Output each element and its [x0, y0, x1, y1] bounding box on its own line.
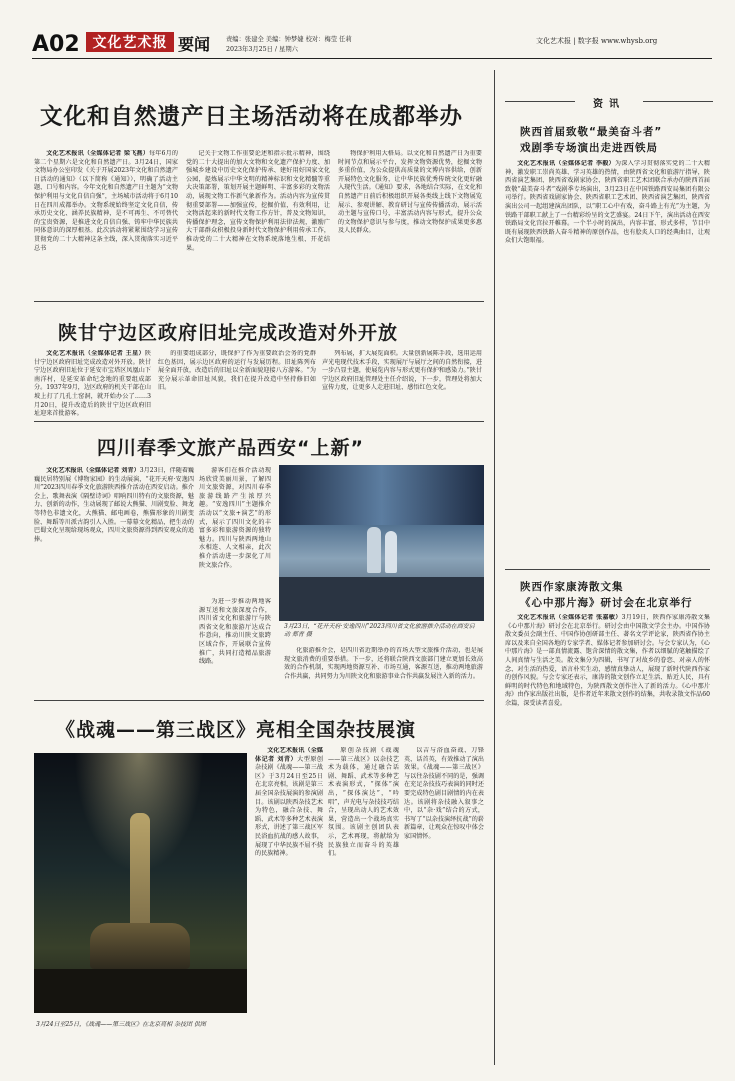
article-title-sichuan-tourism: 四川春季文旅产品西安“上新”	[97, 437, 364, 459]
label-rule-left	[505, 101, 575, 102]
article-title-heritage-day: 文化和自然遗产日主场活动将在成都举办	[40, 104, 464, 130]
header-rule	[32, 58, 712, 59]
sichuan-col3-text: 为进一步推动两地客源互送和文旅深度合作，四川省文化和旅游厅与陕西省文化和旅游厅达成合作意向，推动川陕文旅跨区域合作，开展联合宣传推广，共同打造精品旅游线路。	[199, 598, 271, 666]
article-title-border-region: 陕甘宁边区政府旧址完成改造对外开放	[58, 322, 399, 344]
acrobatics-col3-text: 以吉与浴血奋战、刀锋英、话首英，有效推动了演出效果。《战魂——第三战区》与以往杂技剧不同的是，强调在充足杂技技巧表演的同时还要完成特色剧目剧情的内在表达。该剧将杂技融入叙事之中，以“杂·戏”结合的方式，书写了“以杂技演绎抗战”的崭新篇章，让观众在惊叹中体会家国情怀。	[404, 747, 484, 840]
divider-2	[34, 421, 484, 422]
news2-body	[505, 614, 710, 1063]
sidebar-divider	[505, 569, 710, 570]
heritage-col1-text: 每年6月的第二个星期六是文化和自然遗产日。3月24日，国家文物局办公室印发《关于开展2023年文化和自然遗产日活动的通知》（以下简称《通知》），明确了活动主题、口号和内容。今年文化和自然遗产日主题为“文物保护利用与文化自信自强”，主场城市活动将于6月10日在四川成都举办。文物系统始终坚定文化自信，传承历史文化、涵养民族精神，是不可再生、不可替代的宝贵资源，是推进文化自信自强、铸牢中华民族共同体意识的深厚根基。此次活动将紧紧围绕学习宣传贯彻党的二十大精神这条主线，深入贯彻落实习近平总书	[34, 150, 178, 252]
news1-body	[505, 160, 710, 564]
page-header	[24, 20, 714, 60]
byline-acrobatics: 文化艺术报讯（全媒体记者 刘青）	[255, 747, 323, 763]
stage-floor	[279, 577, 484, 621]
stage-performer	[385, 531, 397, 573]
news2-text: 3月19日，陕西作家康涛散文集《心中那片海》研讨会在北京举行。研讨会由中国散文学会主办。中国作协散文委员会副主任、中国作协创研部主任、著名文学评论家，陕西省作协主席以及来自全国各地的专家学者、媒体记者参加研讨会。与会专家认为，《心中那片海》是一部真情流露、饱含深情的散文集，作者以细腻的笔触描绘了人间真情与生活之美。散文集分为四辑，书写了对故乡的眷恋、对亲人的怀念、对生活的热爱，语言朴实生动，感情真挚动人，展现了新时代陕西作家的创作风貌。与会专家还表示，康涛的散文创作立足生活、贴近人民，具有鲜明的时代特色和地域特色，为陕西散文创作注入了新的活力。《心中那片海》由作家出版社出版，是作者近年来散文创作的结集，共收录散文作品60余篇，深受读者喜爱。	[505, 614, 710, 707]
editors-line: 责编：张建全 美编：钟梦婕 校对：梅莹 任莉	[226, 36, 352, 43]
divider-3	[34, 700, 484, 701]
acrobatics-col2-text: 原创杂技剧《战魂——第三战区》以杂技艺术为载体，通过融合话剧、舞蹈、武术等多种艺术表演形式，“探体”演出，“探体演达”，“吟唱”，声光电与杂技技巧结合，呈现出动人的艺术效果，营造出一个战场真实氛围。该剧主创团队表示，艺术再现，将献给为民族独立而奋斗的英雄们。	[328, 747, 399, 858]
column-rule	[494, 70, 495, 1065]
news2-byline: 文化艺术报讯（全媒体记者 张嘉敏）	[517, 614, 622, 621]
heritage-col3-text: 物保护利用大格局。以文化和自然遗产日为重要时间节点和展示平台，发挥文物资源优势，挖掘文物多重价值，为公众提供高质量的文博内容供给，创新开展特色文化服务，让中华民族优秀传统文化更好融入现代生活。《通知》要求，各地结合实际，在文化和自然遗产日前后积极组织开展各类线上线下文物展览展示、参观讲解、教育研讨与宣传传播活动，展示活动主题与宣传口号，丰富活动内容与形式，提升公众的文物保护意识与参与度，推动文物保护成果更多惠及人民群众。	[338, 150, 482, 235]
article-body-sichuan-col1	[34, 467, 194, 699]
news1-title-line2: 戏剧季专场演出走进西铁局	[520, 142, 658, 154]
section-name: 要闻	[178, 35, 211, 54]
brand-name: 文化艺术报	[92, 35, 168, 51]
photo-acrobatics-stage	[34, 753, 247, 1013]
issue-date: 2023年3月25日 / 星期六	[226, 46, 298, 53]
stage-floor	[34, 969, 247, 1013]
news-section-label	[505, 96, 713, 108]
sichuan-col4-text: 化旅游推介会，是四川省近期举办的首场大型文旅推介活动，也是展现文旅消费的重要举措。下一步，还将联合陕西文旅部门建立更加长效高效的合作机制，实现两地资源互补、市场互通，客源互送，推动两地旅游合作共赢，共同努力为川陕文化和旅游事业合作共赢发展注入新的活力。	[284, 647, 483, 680]
divider-1	[34, 301, 484, 302]
article-body-border-col1	[34, 350, 151, 428]
border-col2-text: 的重要组成部分，既保护了作为重要政治会务的党群红色基因，展示边区政府的运行与发展历程。旧址陈列布展全面开放，改造后的旧址以全新面貌迎接八方游客。“为充分展示革命旧址风貌，我们在提升改造中坚持修旧如旧。	[158, 350, 316, 392]
article-body-sichuan-col2	[199, 467, 271, 595]
byline-sichuan: 文化艺术报讯（全媒体记者 刘青）	[46, 467, 140, 474]
news2-title-line2: 《心中那片海》研讨会在北京举行	[520, 597, 693, 609]
border-col3-text: 列布展，扩大展览面积。大量创新展陈手段，选用运用声光电现代技术手段，实现展厅与展厅之间的自然衔接，进一步凸显主题，使展览内容与形式更有保护和感染力。”陕甘宁边区政府旧址管理处主任介绍说，下一步，管理处将加大宣传力度，让更多人走进旧址、感悟红色文化。	[322, 350, 482, 392]
stage-backdrop	[279, 465, 484, 525]
article-body-sichuan-col3	[199, 598, 271, 710]
border-col1-text: 陕甘宁边区政府旧址完成改造对外开放。陕甘宁边区政府旧址位于延安市宝塔区凤凰山下南洋村，是延安革命纪念地的重要组成部分。1937年9月，边区政府的机关干部在山坡上打了几孔土窑洞，就开始办公了……3月20日，提升改造后的陕甘宁边区政府旧址迎来首批游客。	[34, 350, 151, 418]
news-label-text: 资讯	[593, 99, 625, 110]
sichuan-col1-text: 3月23日，伴随着巍巍民居特别展《博物家园》的生动展演，“花开天府·安逸四川”2023四川春季文化旅游陕西推介活动在西安启动。推介会上，歌舞表演《隔壁诗词》唱响四川特有的文旅资源，魅力、创新的动作，生动展现了邮说大熊猫、川剧变脸、舞龙等特色非遗文化，大熊猫、邮电画卷，熊猫形象的川剧变脸、舞蹈等川派古韵引人入胜。一幕幕文化精品，把生动的巴蜀文化呈现给现场观众，四川文旅资源得到西安观众的追捧。	[34, 467, 194, 543]
news1-title-line1: 陕西首届致敬“最美奋斗者”	[520, 126, 663, 138]
sichuan-col2-text: 游客们在推介活动现场欣赏美丽川景，了解四川文旅资源，对四川春季旅游线路产生浓厚兴趣。“安逸四川”主题推介活动以“文旅+演艺”的形式，展示了四川文化的丰富多彩和旅游资源的独特魅力。四川与陕西两地山水相连、人文相亲，此次推介活动进一步深化了川陕文旅合作。	[199, 467, 271, 569]
byline-border: 文化艺术报讯（全媒体记者 王星）	[46, 350, 145, 357]
label-rule-right	[643, 101, 713, 102]
brand-logo	[86, 32, 174, 52]
news2-title-line1: 陕西作家康涛散文集	[520, 581, 624, 593]
photo-caption-acrobatics: 3月24日至25日，《战魂——第三战区》在北京亮相 杂技团 供图	[36, 1021, 206, 1028]
acrobat-group	[90, 923, 190, 969]
article-body-acrobatics-col2	[328, 747, 399, 1063]
page-number: A02	[32, 32, 80, 57]
photo-caption-sichuan: 3月23日，“花开天府·安逸四川”2023四川省文化旅游推介活动在西安启动 郑青 摄	[284, 623, 475, 639]
article-title-acrobatics: 《战魂——第三战区》亮相全国杂技展演	[56, 719, 417, 741]
stage-performer	[367, 527, 381, 573]
article-body-acrobatics-col3	[404, 747, 484, 1063]
article-body-border-col2	[158, 350, 316, 428]
news1-text: 为深入学习贯彻落实党的二十大精神，激发职工崇尚英雄、学习英雄的热情，由陕西省文化和旅游厅指导，陕西省演艺集团、陕西省戏剧家协会、陕西省职工艺术团联合承办的陕西首届致敬“最美奋斗者”戏剧季专场演出，3月23日在中国铁路西安局集团有限公司举行。陕西省戏剧家协会、陕西省职工艺术团、陕西省演艺集团、陕西省演出公司一起组建演出团队，以“职工心中有戏，奋斗路上有光”为主题，为铁路干部职工献上了一台精彩纷呈的文艺盛宴。24日下午，演出活动在西安铁路局文化宫拉开帷幕。一个半小时的演出，内容丰富、形式多样，节目中既有展现陕西铁路人奋斗精神的原创作品，也有脍炙人口的经典曲目，让观众们大饱眼福。	[505, 160, 710, 245]
heritage-col2-text: 记关于文物工作重要论述和指示批示精神，围绕党的二十大提出的加大文物和文化遗产保护力度、加强城乡建设中历史文化保护传承、建好用好国家文化公园，提炼展示中华文明的精神标识和文化精髓等重大决策部署，策划开展主题鲜明、丰富多彩的文物活动，展现文物工作新气象新作为。活动内容为宣传贯彻重要部署——加强宣传，挖掘价值，有效利用，让文物活起来的新时代文物工作方针，普及文物知识，传播保护理念，宣传文物保护利用法律法规，激励广大干部群众积极投身新时代文物保护利用传承工作，推动党的二十大精神在文物系统落地生根、开花结果。	[186, 150, 330, 252]
photo-sichuan-stage	[279, 465, 484, 621]
acrobatics-col1-text: 大型原创杂技剧《战魂——第三战区》于3月24日至25日在北京亮相，该剧是第三届全国杂技展演的参演剧目。该剧以陕西杂技艺术为特色，融合杂技、舞蹈、武术等多种艺术表演形式，讲述了第三战区军民浴血抗战的感人故事，展现了中华民族不屈不挠的民族精神。	[255, 755, 323, 858]
news1-byline: 文化艺术报讯（全媒体记者 李毅）	[517, 160, 615, 167]
article-body-border-col3	[322, 350, 482, 428]
header-right: 文化艺术报 | 数字报 www.whysb.org	[536, 37, 658, 45]
article-body-acrobatics-col1	[255, 747, 323, 1063]
byline-heritage: 文化艺术报讯（全媒体记者 梁飞燕）	[46, 150, 149, 157]
